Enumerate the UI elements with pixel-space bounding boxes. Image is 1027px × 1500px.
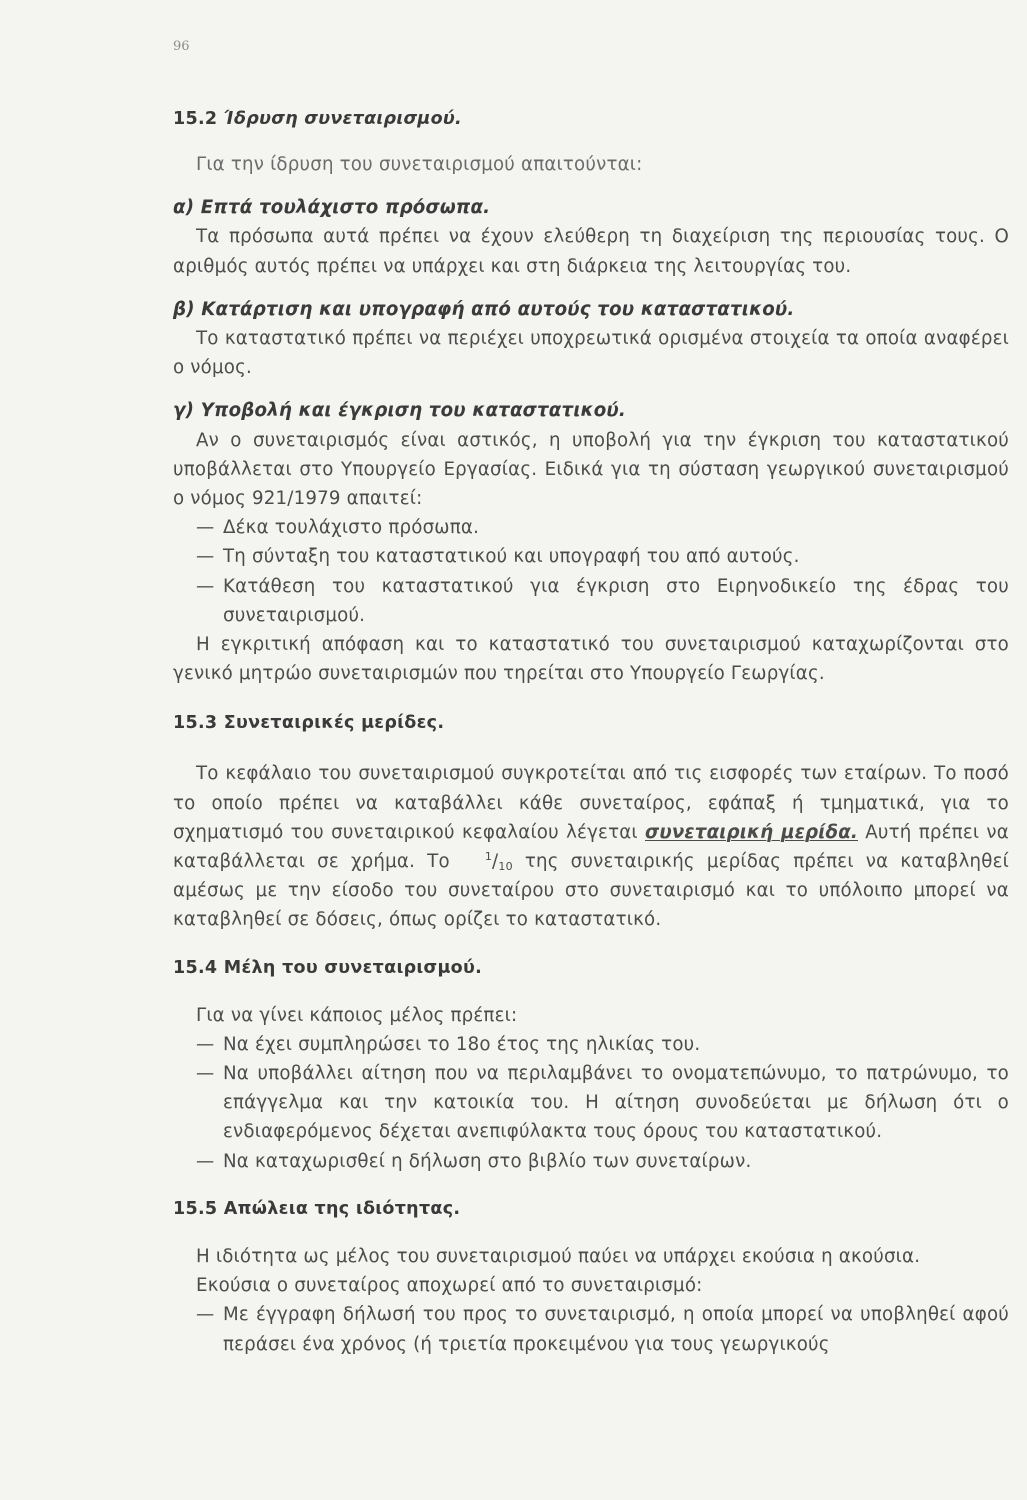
section-15-3-heading <box>173 710 1009 736</box>
section-15-5-text-2: Εκούσια ο συνεταίρος αποχωρεί από το συνεταιρισμό: <box>196 1275 703 1297</box>
em-dash-icon: — <box>196 1150 215 1172</box>
em-dash-icon: — <box>196 1063 215 1085</box>
subsection-a-title: α) Επτά τουλάχιστο πρόσωπα. <box>173 197 491 219</box>
list-item-text: Να έχει συμπληρώσει το 18ο έτος της ηλικίας του. <box>223 1033 701 1055</box>
subsection-a-text: Τα πρόσωπα αυτά πρέπει να έχουν ελεύθερη τη διαχείριση της περιουσίας τους. Ο αριθμός αυτός πρέπει να υπάρχει και στη διάρκεια της λειτουργίας του. <box>173 226 1009 277</box>
subsection-c-title: γ) Υποβολή και έγκριση του καταστατικού. <box>173 400 627 422</box>
section-15-5-text-1: Η ιδιότητα ως μέλος του συνεταιρισμού παύει να υπάρχει εκούσια η ακούσια. <box>196 1245 921 1267</box>
section-15-4-heading <box>173 955 1009 981</box>
list-item <box>173 1300 1009 1358</box>
section-15-2-intro: Για την ίδρυση του συνεταιρισμού απαιτούνται: <box>196 154 643 175</box>
section-15-3-paragraph <box>173 759 1009 934</box>
section-15-4-title: Μέλη του συνεταιρισμού. <box>223 957 483 978</box>
subsection-c-closing: Η εγκριτική απόφαση και το καταστατικό του συνεταιρισμού καταχωρίζονται στο γενικό μητρώο συνεταιρισμών που τηρείται στο Υπουργείο Γεωργίας. <box>173 634 1009 685</box>
list-item <box>173 513 1009 542</box>
section-15-5-list <box>173 1300 1009 1358</box>
section-15-3-number: 15.3 <box>173 713 218 734</box>
section-15-5-heading <box>173 1196 1009 1222</box>
section-15-4-list <box>173 1030 1009 1176</box>
subsection-c-text: Αν ο συνεταιρισμός είναι αστικός, η υποβολή για την έγκριση του καταστατικού υποβάλλεται στο Υπουργείο Εργασίας. Ειδικά για τη σύσταση γεωργικού συνεταιρισμού ο νόμος 921/1979 απαιτεί: <box>173 429 1009 510</box>
list-item-text: Κατάθεση του καταστατικού για έγκριση στο Ειρηνοδικείο της έδρας του συνεταιρισμού. <box>223 575 1009 626</box>
list-item-text: Να υποβάλλει αίτηση που να περιλαμβάνει το ονοματεπώνυμο, το πατρώνυμο, το επάγγελμα και την κατοικία του. Η αίτηση συνοδεύεται με δήλωση ότι ο ενδιαφερόμενος δέχεται ανεπιφύλακτα τους όρους του καταστατικού. <box>223 1063 1009 1143</box>
subsection-b-text: Το καταστατικό πρέπει να περιέχει υποχρεωτικά ορισμένα στοιχεία τα οποία αναφέρει ο νόμος. <box>173 328 1009 379</box>
em-dash-icon: — <box>196 546 215 568</box>
subsection-b-title: β) Κατάρτιση και υπογραφή από αυτούς του καταστατικού. <box>173 298 795 320</box>
list-item-text: Τη σύνταξη του καταστατικού και υπογραφή του από αυτούς. <box>223 546 800 568</box>
section-15-3-title: Συνεταιρικές μερίδες. <box>223 713 445 734</box>
cooperative-share-term: συνεταιρική μερίδα. <box>645 821 859 843</box>
fraction-numerator: 1 <box>484 850 493 864</box>
section-15-4-number: 15.4 <box>173 957 218 978</box>
em-dash-icon: — <box>196 575 215 597</box>
em-dash-icon: — <box>196 517 215 539</box>
section-15-3-text-1: Το κεφάλαιο του συνεταιρισμού συγκροτείται από τις εισφορές των εταίρων. Το ποσό το οποίο πρέπει να καταβάλλει κάθε συνεταίρος, εφάπαξ ή τμηματικά, για το σχηματισμό του συνεταιρικού κεφαλαίου λέγεται <box>173 763 1009 843</box>
section-15-2-title: Ίδρυση συνεταιρισμού. <box>223 109 462 129</box>
subsection-c-list <box>173 513 1009 630</box>
list-item <box>173 1147 1009 1176</box>
em-dash-icon: — <box>196 1304 215 1326</box>
list-item <box>173 1030 1009 1059</box>
list-item <box>173 572 1009 630</box>
section-15-3-text-2: Αυτή πρέπει να καταβάλλεται σε χρήμα. Το <box>173 821 1009 873</box>
list-item-text: Με έγγραφη δήλωσή του προς το συνεταιρισμό, η οποία μπορεί να υποβληθεί αφού περάσει ένα χρόνος (ή τριετία προκειμένου για τους γεωργικούς <box>223 1304 1009 1355</box>
list-item-text: Δέκα τουλάχιστο πρόσωπα. <box>223 517 480 539</box>
section-15-2-heading <box>173 106 1009 132</box>
section-15-3-text-3: της συνεταιρικής μερίδας πρέπει να καταβληθεί αμέσως με την είσοδο του συνεταίρου στο συνεταιρισμό και το υπόλοιπο μπορεί να καταβληθεί σε δόσεις, όπως ορίζει το καταστατικό. <box>173 851 1009 931</box>
list-item <box>173 542 1009 571</box>
list-item <box>173 1059 1009 1147</box>
section-15-2-number: 15.2 <box>173 109 218 129</box>
em-dash-icon: — <box>196 1033 215 1055</box>
fraction-one-tenth: $^1/_{10}$ <box>484 850 513 874</box>
page-number: 96 <box>173 39 190 54</box>
list-item-text: Να καταχωρισθεί η δήλωση στο βιβλίο των συνεταίρων. <box>223 1150 752 1172</box>
section-15-4-intro: Για να γίνει κάποιος μέλος πρέπει: <box>196 1004 518 1026</box>
fraction-denominator: 10 <box>498 860 513 874</box>
page-content <box>173 106 1009 1359</box>
section-15-5-number: 15.5 <box>173 1198 218 1219</box>
section-15-5-title: Απώλεια της ιδιότητας. <box>223 1198 461 1219</box>
